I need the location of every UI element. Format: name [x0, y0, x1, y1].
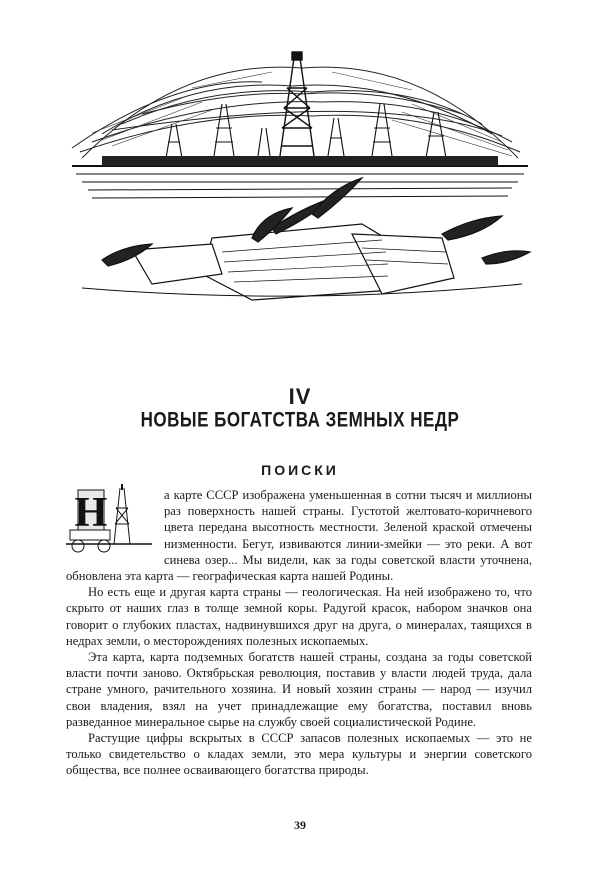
dropcap-letter: Н: [74, 490, 108, 536]
oil-derricks-landscape-illustration: [62, 38, 538, 310]
chapter-title: НОВЫЕ БОГАТСТВА ЗЕМНЫХ НЕДР: [140, 407, 460, 432]
section-title: ПОИСКИ: [261, 462, 339, 478]
page-number: 39: [294, 818, 306, 832]
paragraph-2: Но есть еще и другая карта страны — геологическая. На ней изображено то, что скрыто от наших глаз в толще земной коры. Радугой красок, набором значков она говорит о глубоких пластах, надвинувшихся друг на друга, о минералах, таящихся в недрах земли, о месторождениях полезных ископаемых.: [66, 585, 532, 648]
chapter-number: IV: [288, 384, 312, 409]
paragraph-4: Растущие цифры вскрытых в СССР запасов полезных ископаемых — это не только свидетельство о кладах земли, это мера культуры и энергии советского общества, все полнее осваивающего богатства природы.: [66, 731, 532, 778]
paragraph-3: Эта карта, карта подземных богатств нашей страны, создана за годы советской власти почти заново. Октябрьская революция, поставив у власти людей труда, дала стране умного, рачительного хозяина. И новый хозяин страны — народ — изучил свои владения, взял на учет принадлежащие ему богатства, поставил вновь разведанное минеральное сырье на службу своей социалистической Родине.: [66, 650, 532, 729]
body-text: [66, 487, 532, 779]
paragraph-1: а карте СССР изображена уменьшенная в сотни тысяч и миллионы раз поверхность нашей страны. Густотой желтовато-коричневого цвета передана высотность местности. Зеленой краской отмечены низменности. Бегут, извиваются линии-змейки — это реки. А вот синева озер... Мы видели, как за годы советской власти уточнена, обновлена эта карта — географическая карта нашей Родины.: [66, 488, 532, 584]
